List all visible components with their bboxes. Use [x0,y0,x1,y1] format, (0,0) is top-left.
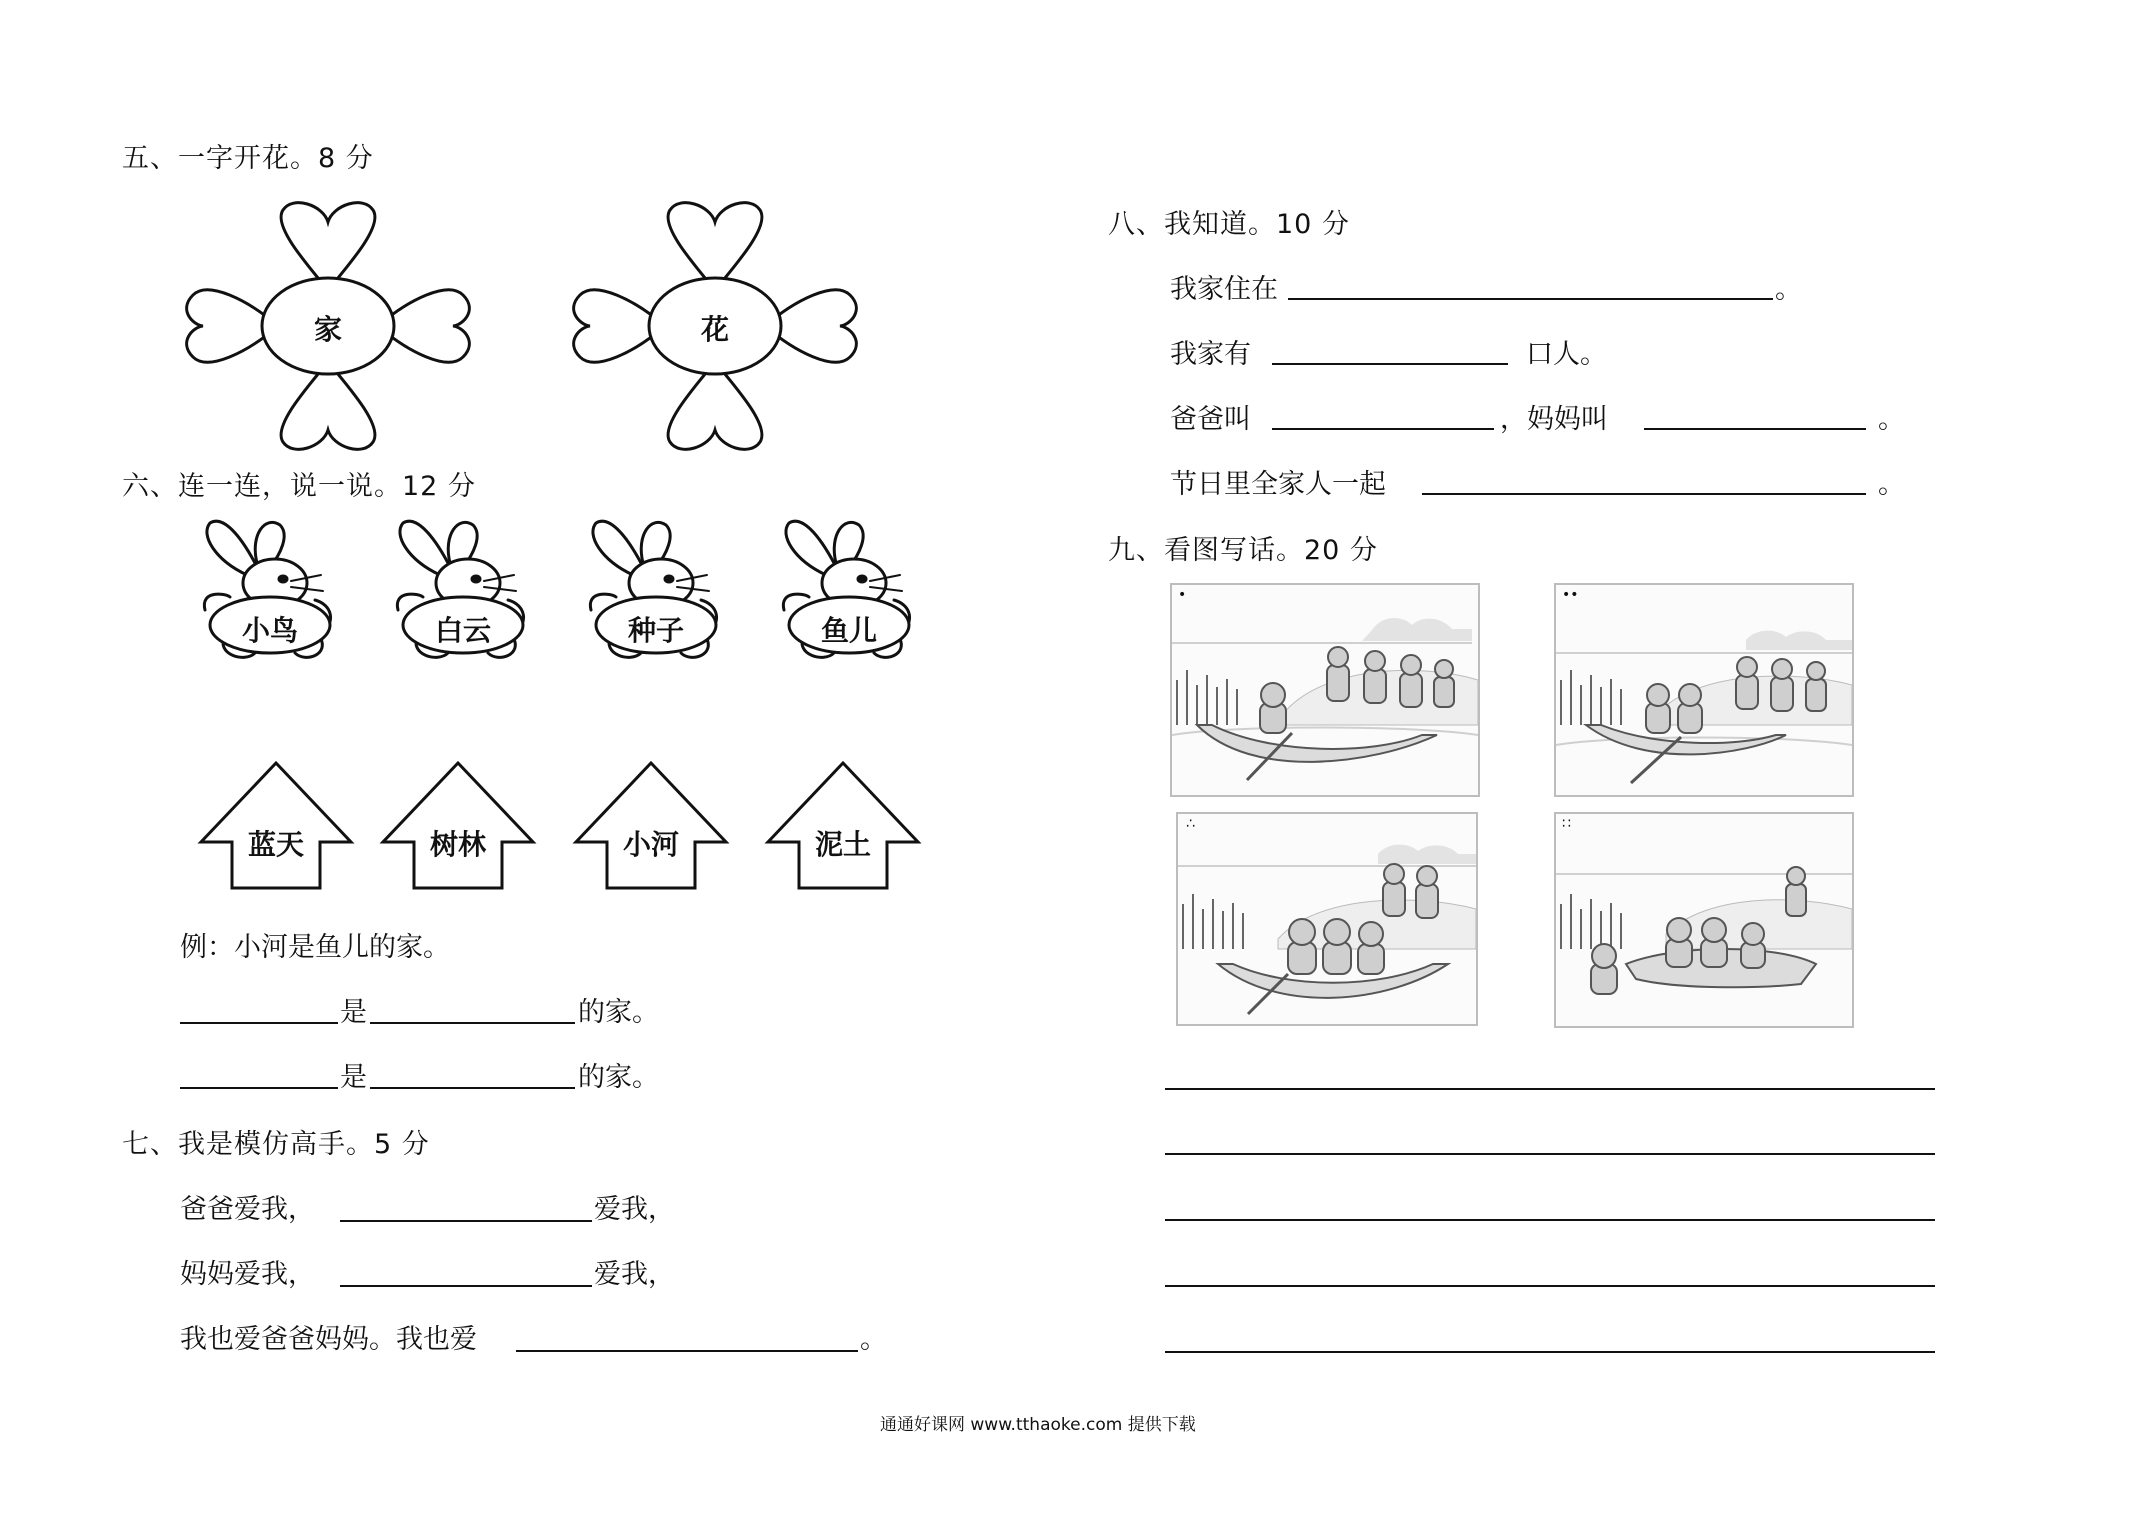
fill-end-text: 的家。 [578,1062,659,1093]
seven-line-1-suffix: 爱我， [594,1194,675,1225]
seven-line-2-prefix: 妈妈爱我， [180,1259,315,1290]
scene-marker: ∷ [1562,816,1571,832]
scene-picture-4 [1554,812,1854,1028]
scene-picture-2 [1554,583,1854,797]
blank-six-2b[interactable] [370,1087,575,1089]
section-eight-title: 八、我知道。10 分 [1108,209,1350,240]
footer-credit: 通通好课网 www.tthaoke.com 提供下载 [880,1415,1196,1435]
flower-diagram-hua [570,200,860,452]
seven-line-3-prefix: 我也爱爸爸妈妈。我也爱 [180,1324,477,1355]
house-xiaohe [573,760,729,890]
house-nitu [765,760,921,890]
eight-line-3-suffix: 。 [1878,404,1905,435]
blank-six-2a[interactable] [180,1087,338,1089]
fill-mid-text: 是 [340,1062,367,1093]
section-six-example: 例：小河是鱼儿的家。 [180,932,450,963]
scene-marker: ∴ [1186,816,1195,832]
seven-line-1-prefix: 爸爸爱我， [180,1194,315,1225]
flower-center-label: 花 [700,313,729,346]
blank-six-1a[interactable] [180,1022,338,1024]
writing-line-1[interactable] [1165,1088,1935,1090]
eight-line-1-suffix: 。 [1775,274,1802,305]
eight-line-3-prefix: 爸爸叫 [1170,404,1251,435]
blank-seven-3[interactable] [516,1350,858,1352]
scene-picture-1 [1170,583,1480,797]
writing-line-4[interactable] [1165,1285,1935,1287]
blank-address[interactable] [1288,298,1773,300]
blank-family-count[interactable] [1272,363,1508,365]
eight-line-4-suffix: 。 [1878,469,1905,500]
section-seven-title: 七、我是模仿高手。5 分 [122,1129,430,1160]
scene-marker: •• [1562,587,1579,603]
house-shulin [380,760,536,890]
writing-line-2[interactable] [1165,1153,1935,1155]
scene-picture-3 [1176,812,1478,1026]
house-lantian [198,760,354,890]
rabbit-yuer [774,515,924,665]
eight-line-3-mid: ，妈妈叫 [1500,404,1608,435]
blank-seven-1[interactable] [340,1220,592,1222]
fill-mid-text: 是 [340,997,367,1028]
eight-line-2-suffix: 口人。 [1526,339,1607,370]
writing-line-3[interactable] [1165,1219,1935,1221]
house-label: 泥土 [814,828,871,861]
eight-line-1-prefix: 我家住在 [1170,274,1278,305]
fill-end-text: 的家。 [578,997,659,1028]
house-label: 蓝天 [247,828,304,861]
blank-seven-2[interactable] [340,1285,592,1287]
scene-marker: • [1178,587,1187,603]
rabbit-baiyun [388,515,538,665]
section-six-title: 六、连一连，说一说。12 分 [122,471,476,502]
rabbit-label: 鱼儿 [820,614,877,647]
seven-line-2-suffix: 爱我， [594,1259,675,1290]
section-nine-title: 九、看图写话。20 分 [1108,535,1378,566]
eight-line-2-prefix: 我家有 [1170,339,1251,370]
seven-line-3-suffix: 。 [860,1324,887,1355]
section-five-title: 五、一字开花。8 分 [122,143,374,174]
eight-line-4-prefix: 节日里全家人一起 [1170,469,1386,500]
rabbit-label: 小鸟 [241,614,298,647]
rabbit-label: 白云 [434,614,491,647]
writing-line-5[interactable] [1165,1351,1935,1353]
blank-holiday[interactable] [1422,493,1866,495]
flower-diagram-jia [183,200,473,452]
house-label: 小河 [622,828,679,861]
blank-father-name[interactable] [1272,428,1494,430]
flower-center-label: 家 [313,313,342,346]
rabbit-xiaoniao [195,515,345,665]
rabbit-label: 种子 [627,614,684,647]
house-label: 树林 [429,828,486,861]
blank-six-1b[interactable] [370,1022,575,1024]
blank-mother-name[interactable] [1644,428,1866,430]
rabbit-zhongzi [581,515,731,665]
